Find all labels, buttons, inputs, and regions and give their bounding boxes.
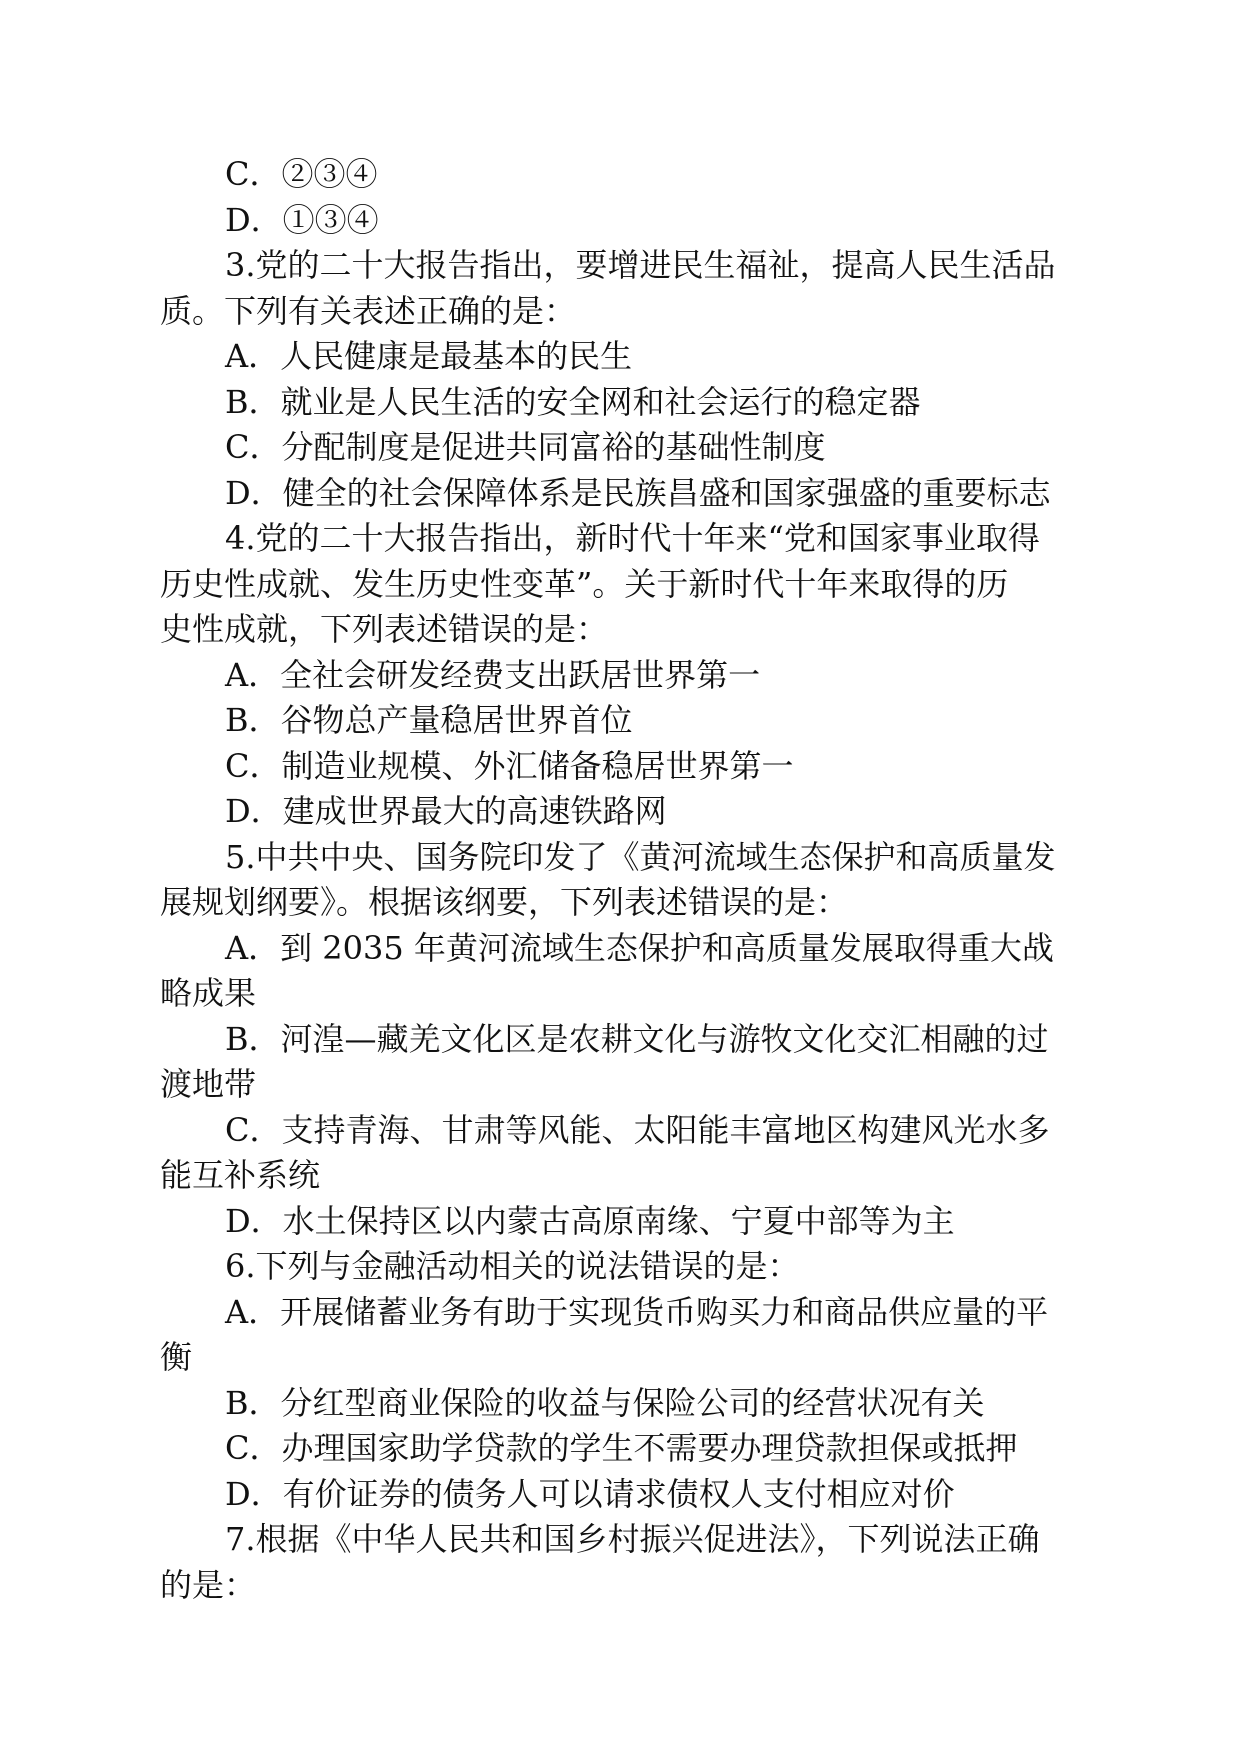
- option-a-q3: A．人民健康是最基本的民生: [225, 337, 633, 375]
- option-c-q3: C．分配制度是促进共同富裕的基础性制度: [225, 428, 826, 466]
- question-5-line-2: 展规划纲要》。根据该纲要，下列表述错误的是：: [160, 883, 849, 921]
- option-b-q5-line-2: 渡地带: [160, 1065, 257, 1103]
- option-c-q2: C．②③④: [225, 155, 378, 193]
- question-7-line-1: 7.根据《中华人民共和国乡村振兴促进法》，下列说法正确: [225, 1520, 1040, 1558]
- question-3-line-1: 3.党的二十大报告指出，要增进民生福祉，提高人民生活品: [225, 246, 1056, 284]
- question-4-line-3: 史性成就，下列表述错误的是：: [160, 610, 609, 648]
- option-b-q5-line-1: B．河湟—藏羌文化区是农耕文化与游牧文化交汇相融的过: [225, 1019, 1049, 1058]
- option-d-q3: D．健全的社会保障体系是民族昌盛和国家强盛的重要标志: [225, 473, 1051, 512]
- option-c-q6: C．办理国家助学贷款的学生不需要办理贷款担保或抵押: [225, 1429, 1018, 1467]
- option-c-q5-line-1: C．支持青海、甘肃等风能、太阳能丰富地区构建风光水多: [225, 1110, 1050, 1149]
- option-b-q4: B．谷物总产量稳居世界首位: [225, 701, 633, 739]
- document-page: [160, 152, 1095, 1608]
- option-d-q5: D．水土保持区以内蒙古高原南缘、宁夏中部等为主: [225, 1201, 955, 1240]
- option-c-q5-line-2: 能互补系统: [160, 1156, 321, 1194]
- question-6: 6.下列与金融活动相关的说法错误的是：: [225, 1247, 800, 1285]
- question-4-line-1: 4.党的二十大报告指出，新时代十年来“党和国家事业取得: [225, 519, 1040, 557]
- option-d-q2: D．①③④: [225, 200, 379, 239]
- option-a-q6-line-2: 衡: [160, 1338, 193, 1376]
- option-b-q3: B．就业是人民生活的安全网和社会运行的稳定器: [225, 382, 921, 421]
- option-d-q4: D．建成世界最大的高速铁路网: [225, 792, 667, 830]
- option-b-q6: B．分红型商业保险的收益与保险公司的经营状况有关: [225, 1383, 985, 1422]
- option-a-q6-line-1: A．开展储蓄业务有助于实现货币购买力和商品供应量的平: [225, 1292, 1049, 1331]
- option-a-q4: A．全社会研发经费支出跃居世界第一: [225, 655, 761, 694]
- option-a-q5-line-1: A．到 2035 年黄河流域生态保护和高质量发展取得重大战: [225, 928, 1054, 967]
- question-4-line-2: 历史性成就、发生历史性变革”。关于新时代十年来取得的历: [160, 564, 1009, 603]
- option-d-q6: D．有价证券的债务人可以请求债权人支付相应对价: [225, 1474, 955, 1513]
- option-c-q4: C．制造业规模、外汇储备稳居世界第一: [225, 746, 794, 785]
- question-3-line-2: 质。下列有关表述正确的是：: [160, 291, 577, 330]
- option-a-q5-line-2: 略成果: [160, 974, 257, 1012]
- question-7-line-2: 的是：: [160, 1565, 257, 1604]
- question-5-line-1: 5.中共中央、国务院印发了《黄河流域生态保护和高质量发: [225, 837, 1056, 876]
